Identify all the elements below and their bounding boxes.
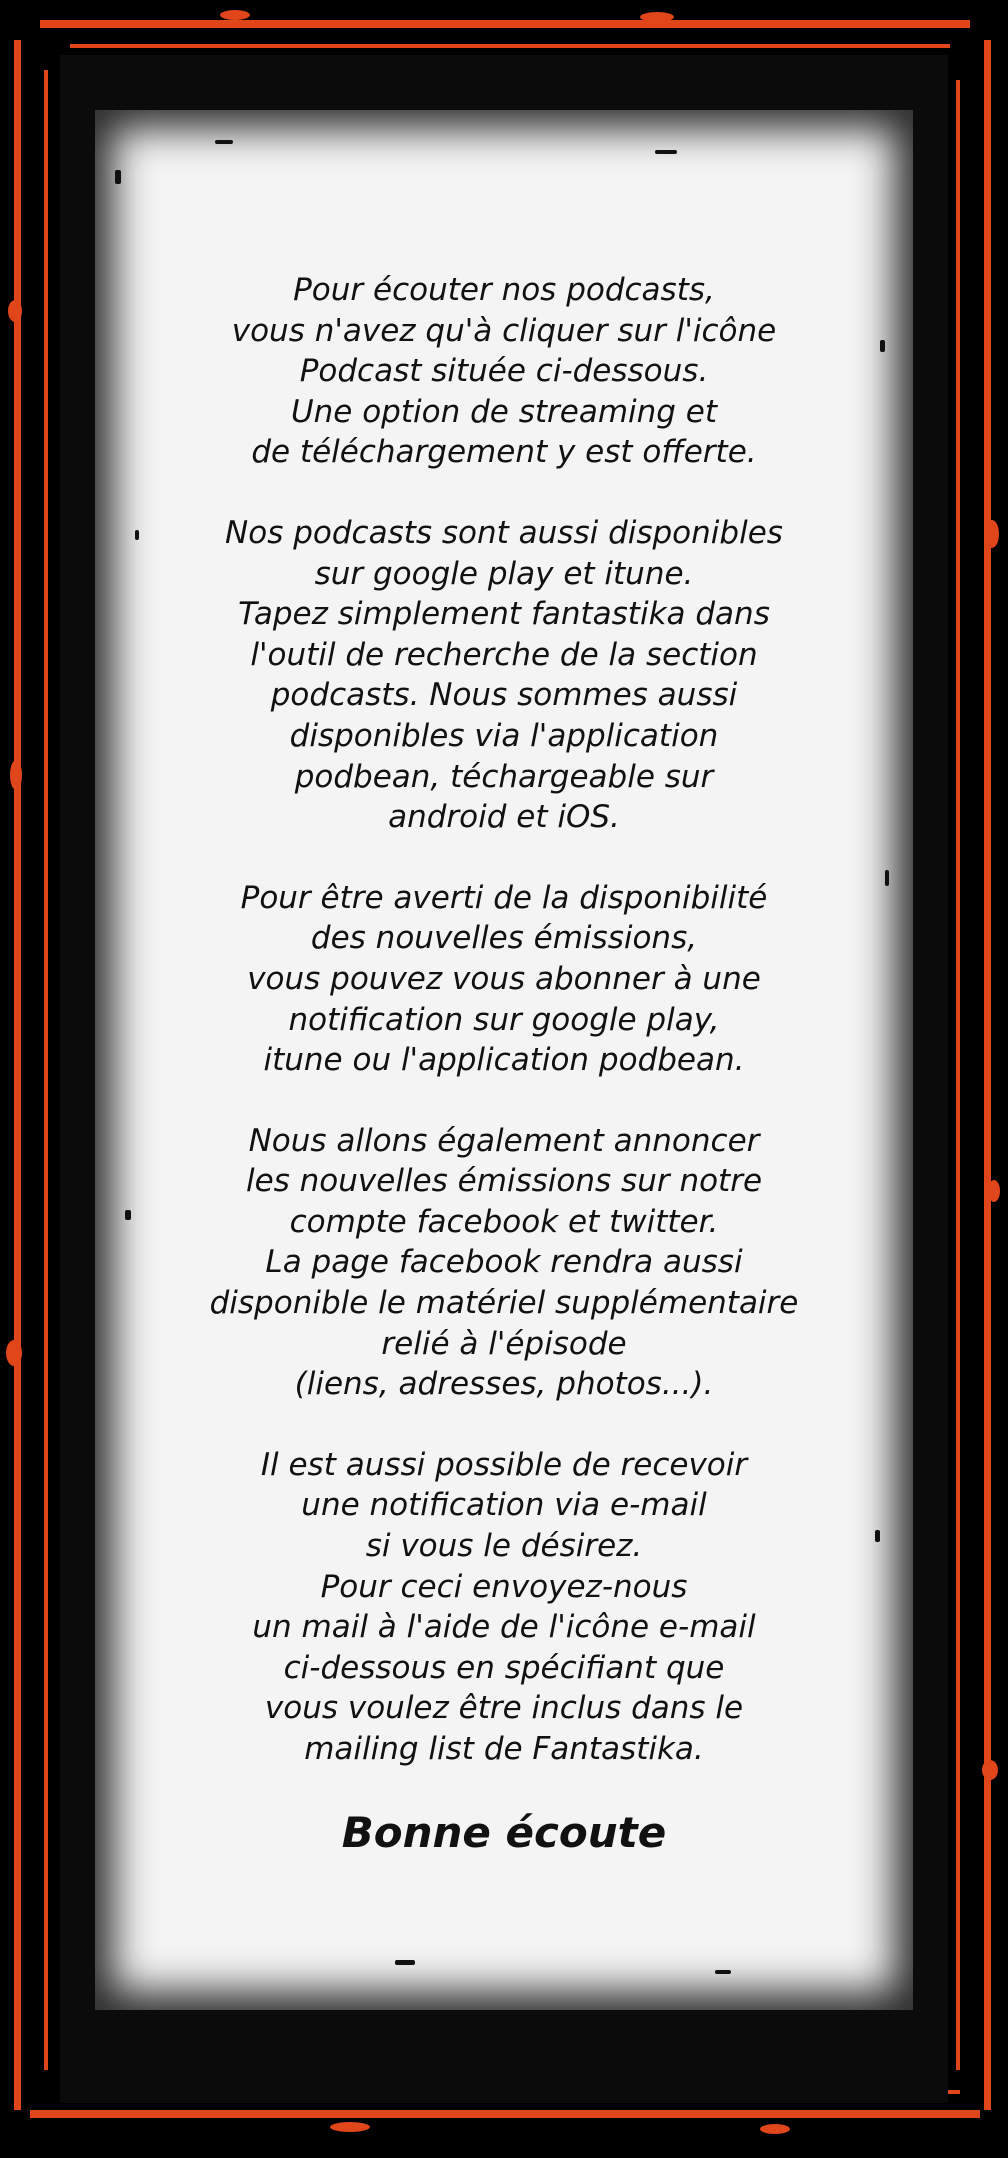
instructions-text — [95, 270, 913, 1810]
paragraph-listen: Pour écouter nos podcasts, vous n'avez qu'à cliquer sur l'icône Podcast située ci-dessous. Une option de streaming et de téléchargement y est offerte. — [231, 272, 777, 471]
closing-text: Bonne écoute — [341, 1808, 667, 1857]
border-splatter — [6, 1340, 22, 1366]
paper-speck — [115, 170, 121, 184]
border-left-stroke-2 — [44, 70, 48, 2070]
border-splatter — [330, 2122, 370, 2132]
paragraph-availability: Nos podcasts sont aussi disponibles sur google play et itune. Tapez simplement fantastika dans l'outil de recherche de la section podcasts. Nous sommes aussi disponibles via l'application podbean, téchargeable sur android et iOS. — [225, 514, 783, 836]
border-right-stroke-2 — [956, 80, 960, 2070]
border-splatter — [10, 760, 22, 790]
border-top-stroke — [40, 20, 970, 28]
paragraph-notifications: Pour être averti de la disponibilité des nouvelles émissions, vous pouvez vous abonner à une notification sur google play, itune ou l'application podbean. — [240, 879, 768, 1079]
paragraph-email: Il est aussi possible de recevoir une notification via e-mail si vous le désirez. Pour ceci envoyez-nous un mail à l'aide de l'icône e-mail ci-dessous en spécifiant que vous voulez être inclus dans le mailing list de Fantastika. — [252, 1446, 756, 1767]
border-right-stroke — [984, 40, 991, 2110]
border-splatter — [640, 12, 674, 22]
border-splatter — [760, 2124, 790, 2134]
border-splatter — [985, 520, 999, 548]
paper-speck — [715, 1970, 731, 1974]
paper-speck — [395, 1960, 415, 1965]
border-splatter — [220, 10, 250, 20]
paragraph-social: Nous allons également annoncer les nouvelles émissions sur notre compte facebook et twitter. La page facebook rendra aussi disponible le matériel supplémentaire relié à l'épisode (liens, adresses, photos...). — [209, 1122, 799, 1403]
border-splatter — [982, 1760, 998, 1780]
border-left-stroke — [14, 40, 21, 2110]
border-bottom-stroke — [30, 2110, 980, 2118]
paper-speck — [655, 150, 677, 154]
border-top-stroke-2 — [70, 44, 950, 48]
border-splatter — [8, 300, 22, 322]
border-splatter — [988, 1180, 1000, 1202]
paper-speck — [215, 140, 233, 144]
